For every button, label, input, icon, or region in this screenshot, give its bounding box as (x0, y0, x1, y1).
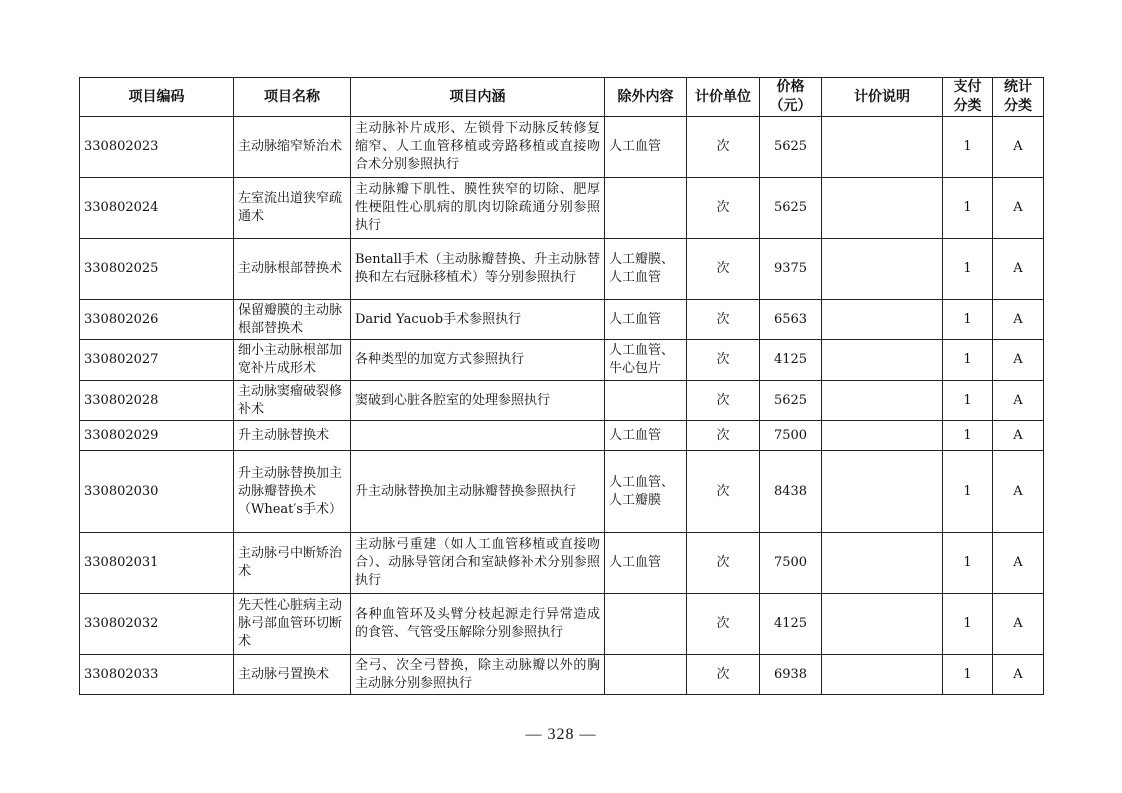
cell-name: 左室流出道狭窄疏通术 (234, 178, 351, 239)
table-row (80, 533, 1044, 594)
cell-pay: 1 (943, 421, 993, 451)
table-row (80, 340, 1044, 381)
cell-unit: 次 (687, 117, 760, 178)
cell-code: 330802031 (80, 533, 234, 594)
cell-code: 330802027 (80, 340, 234, 381)
cell-code: 330802033 (80, 655, 234, 695)
table-row (80, 117, 1044, 178)
cell-name: 主动脉根部替换术 (234, 239, 351, 300)
cell-content: 主动脉瓣下肌性、膜性狭窄的切除、肥厚性梗阻性心肌病的肌肉切除疏通分别参照执行 (351, 178, 605, 239)
cell-price: 5625 (760, 117, 822, 178)
header-content: 项目内涵 (351, 78, 605, 117)
cell-stat: A (993, 117, 1044, 178)
cell-content: Bentall手术（主动脉瓣替换、升主动脉替换和左右冠脉移植术）等分别参照执行 (351, 239, 605, 300)
table-row (80, 451, 1044, 533)
cell-desc (822, 421, 943, 451)
table-row (80, 178, 1044, 239)
cell-desc (822, 117, 943, 178)
cell-stat: A (993, 340, 1044, 381)
cell-pay: 1 (943, 340, 993, 381)
cell-exclude (605, 178, 687, 239)
cell-unit: 次 (687, 340, 760, 381)
table-row (80, 655, 1044, 695)
cell-unit: 次 (687, 451, 760, 533)
cell-stat: A (993, 655, 1044, 695)
table-row (80, 239, 1044, 300)
cell-desc (822, 451, 943, 533)
cell-price: 8438 (760, 451, 822, 533)
cell-unit: 次 (687, 300, 760, 340)
cell-content: 主动脉补片成形、左锁骨下动脉反转修复缩窄、人工血管移植或旁路移植或直接吻合术分别参照执行 (351, 117, 605, 178)
cell-pay: 1 (943, 655, 993, 695)
cell-unit: 次 (687, 178, 760, 239)
page-number: — 328 — (525, 726, 597, 743)
table-row (80, 381, 1044, 421)
cell-pay: 1 (943, 381, 993, 421)
cell-stat: A (993, 421, 1044, 451)
cell-code: 330802032 (80, 594, 234, 655)
header-name: 项目名称 (234, 78, 351, 117)
cell-desc (822, 655, 943, 695)
cell-exclude: 人工血管 (605, 421, 687, 451)
cell-pay: 1 (943, 117, 993, 178)
cell-desc (822, 533, 943, 594)
cell-content: Darid Yacuob手术参照执行 (351, 300, 605, 340)
cell-name: 先天性心脏病主动脉弓部血管环切断术 (234, 594, 351, 655)
cell-desc (822, 381, 943, 421)
cell-pay: 1 (943, 300, 993, 340)
cell-price: 5625 (760, 381, 822, 421)
cell-price: 7500 (760, 421, 822, 451)
cell-price: 6938 (760, 655, 822, 695)
table-row (80, 300, 1044, 340)
table-row (80, 421, 1044, 451)
header-pay: 支付分类 (943, 78, 993, 117)
cell-desc (822, 594, 943, 655)
cell-price: 5625 (760, 178, 822, 239)
cell-exclude: 人工血管 (605, 117, 687, 178)
cell-exclude: 人工血管 (605, 533, 687, 594)
cell-exclude: 人工血管、牛心包片 (605, 340, 687, 381)
cell-pay: 1 (943, 451, 993, 533)
cell-exclude: 人工血管 (605, 300, 687, 340)
cell-name: 主动脉窦瘤破裂修补术 (234, 381, 351, 421)
cell-name: 细小主动脉根部加宽补片成形术 (234, 340, 351, 381)
cell-stat: A (993, 594, 1044, 655)
cell-desc (822, 300, 943, 340)
cell-name: 主动脉弓中断矫治术 (234, 533, 351, 594)
cell-code: 330802030 (80, 451, 234, 533)
cell-content: 各种血管环及头臂分枝起源走行异常造成的食管、气管受压解除分别参照执行 (351, 594, 605, 655)
header-code: 项目编码 (80, 78, 234, 117)
cell-unit: 次 (687, 533, 760, 594)
header-unit: 计价单位 (687, 78, 760, 117)
cell-price: 6563 (760, 300, 822, 340)
cell-content: 各种类型的加宽方式参照执行 (351, 340, 605, 381)
cell-unit: 次 (687, 239, 760, 300)
cell-exclude (605, 655, 687, 695)
cell-pay: 1 (943, 533, 993, 594)
cell-stat: A (993, 451, 1044, 533)
cell-content (351, 421, 605, 451)
cell-code: 330802023 (80, 117, 234, 178)
cell-unit: 次 (687, 594, 760, 655)
cell-stat: A (993, 300, 1044, 340)
cell-stat: A (993, 178, 1044, 239)
header-stat: 统计分类 (993, 78, 1044, 117)
cell-content: 主动脉弓重建（如人工血管移植或直接吻合）、动脉导管闭合和室缺修补术分别参照执行 (351, 533, 605, 594)
fee-table (79, 77, 1044, 695)
cell-unit: 次 (687, 655, 760, 695)
cell-exclude: 人工瓣膜、人工血管 (605, 239, 687, 300)
cell-name: 保留瓣膜的主动脉根部替换术 (234, 300, 351, 340)
cell-name: 升主动脉替换加主动脉瓣替换术（Wheat′s手术） (234, 451, 351, 533)
cell-stat: A (993, 533, 1044, 594)
cell-code: 330802025 (80, 239, 234, 300)
cell-price: 4125 (760, 594, 822, 655)
cell-desc (822, 340, 943, 381)
header-price: 价格（元） (760, 78, 822, 117)
header-desc: 计价说明 (822, 78, 943, 117)
cell-pay: 1 (943, 178, 993, 239)
table-row (80, 594, 1044, 655)
cell-content: 窦破到心脏各腔室的处理参照执行 (351, 381, 605, 421)
cell-stat: A (993, 239, 1044, 300)
cell-name: 主动脉缩窄矫治术 (234, 117, 351, 178)
cell-code: 330802026 (80, 300, 234, 340)
cell-content: 全弓、次全弓替换，除主动脉瓣以外的胸主动脉分别参照执行 (351, 655, 605, 695)
cell-unit: 次 (687, 381, 760, 421)
cell-exclude: 人工血管、人工瓣膜 (605, 451, 687, 533)
cell-content: 升主动脉替换加主动脉瓣替换参照执行 (351, 451, 605, 533)
header-exclude: 除外内容 (605, 78, 687, 117)
cell-name: 主动脉弓置换术 (234, 655, 351, 695)
cell-unit: 次 (687, 421, 760, 451)
cell-desc (822, 239, 943, 300)
cell-pay: 1 (943, 239, 993, 300)
cell-code: 330802029 (80, 421, 234, 451)
cell-desc (822, 178, 943, 239)
cell-exclude (605, 594, 687, 655)
cell-pay: 1 (943, 594, 993, 655)
cell-name: 升主动脉替换术 (234, 421, 351, 451)
cell-price: 7500 (760, 533, 822, 594)
cell-stat: A (993, 381, 1044, 421)
header-row (80, 78, 1044, 117)
cell-code: 330802024 (80, 178, 234, 239)
cell-price: 4125 (760, 340, 822, 381)
cell-price: 9375 (760, 239, 822, 300)
cell-exclude (605, 381, 687, 421)
cell-code: 330802028 (80, 381, 234, 421)
